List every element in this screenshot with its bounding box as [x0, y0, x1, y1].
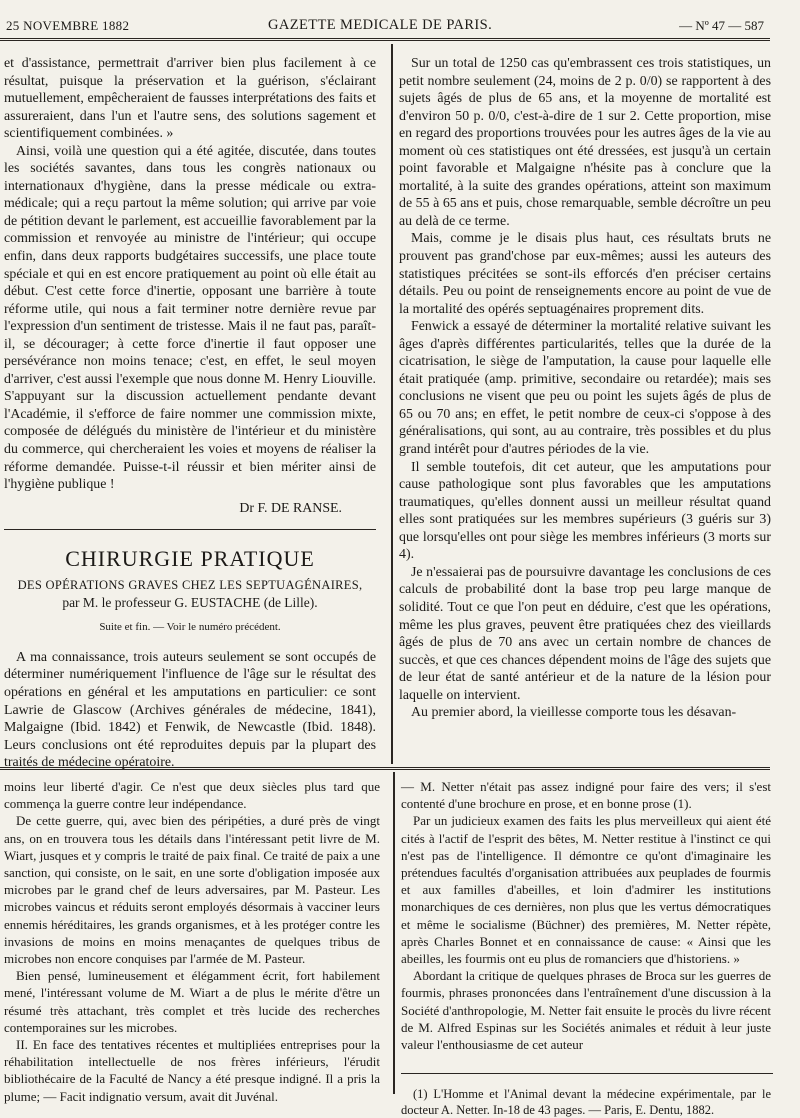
paragraph: Sur un total de 1250 cas qu'embrassent ces trois statistiques, un petit nombre seulement (24, moins de 2 p. 0/0) se rapportent à des sujets âgés de plus de 65 ans, et la moyenne de mortalité est d'environ 50 p. 0/0, c'est-à-dire de 1 sur 2. Cette proportion, mise en regard des proportions trouvées pour les autres âges de la vie au moment où ces statistiques ont été dressées, est jusqu'à un certain point favorable et Malgaigne n'hésite pas à conclure que la mortalité, à la suite des grandes opérations, atteint son maximum de 55 à 65 ans et puis, chose remarquable, semble décroître un peu au delà de ce terme. [399, 56, 771, 229]
section-title: CHIRURGIE PRATIQUE [65, 546, 315, 572]
paragraph: Abordant la critique de quelques phrases de Broca sur les guerres de fourmis, phrases prononcées dans l'entraînement d'une discussion à la Société d'anthropologie, M. Netter fait ensuite le procès du livre récent de M. Alfred Espinas sur les Sociétés animales et réduit à leur juste valeur l'enthousiasme de cet auteur [401, 968, 771, 1053]
column-right-upper [399, 55, 771, 722]
paragraph: II. En face des tentatives récentes et multipliées entreprises pour la réhabilitation intellectuelle de nos frères inférieurs, l'érudit bibliothécaire de la Faculté de Nancy a été presque indigné. Il a pris la plume; — Facit indignatio versum, avait dit Juvénal. [4, 1037, 380, 1104]
paragraph: Fenwick a essayé de déterminer la mortalité relative suivant les âges d'après différentes particularités, telles que la durée de la cicatrisation, le siège de l'amputation, la cause pour laquelle elle était pratiquée (amp. primitive, secondaire ou retardée); mais ses conclusions ne visent que peu ou point les sujets âgés de plus de 65 ou 70 ans; en effet, le petit nombre de ceux-ci s'oppose à des généralisations, qui sont, au au contraire, très possibles et du plus grand intérêt pour d'autres périodes de la vie. [399, 319, 771, 458]
footnote: (1) L'Homme et l'Animal devant la médecine expérimentale, par le docteur A. Netter. In-18 de 43 pages. — Paris, E. Dentu, 1882. [401, 1087, 771, 1118]
article-author: par M. le professeur G. EUSTACHE (de Lille). [62, 594, 318, 610]
paragraph: Par un judicieux examen des faits les plus merveilleux qui aient été cités à l'actif de l'esprit des bêtes, M. Netter restitue à l'instinct ce qui n'est pas de l'intelligence. Il démontre ce qu'ont d'imaginaire les prétendues facultés d'organisation attribuées aux peuplades de fourmis et aux familles d'abeilles, et loin d'admirer les institutions monarchiques de ces dernières, non plus que les vertus démocratiques et même le socialisme (Büchner) des premières, M. Netter répète, après Charles Bonnet et en connaissance de cause: « Ainsi que les abeilles, les fourmis ont eu plus de romanciers que d'historiens. » [401, 813, 771, 967]
issue-date: 25 NOVEMBRE 1882 [6, 18, 130, 33]
column-right-lower [401, 778, 771, 1118]
column-left-lower [4, 778, 380, 1105]
column-divider-lower [393, 772, 395, 1094]
paragraph: Bien pensé, lumineusement et élégamment écrit, fort habilement mené, l'intéressant volume de M. Wiart a de plus le mérite d'être un résumé très attachant, très complet et très lucide des recherches contemporaines sur les microbes. [4, 968, 380, 1035]
paragraph: De cette guerre, qui, avec bien des péripéties, a duré près de vingt ans, on en trouvera tous les détails dans l'intéressant petit livre de M. Wiart, jusques et y compris le traité de paix final. Ce traité de paix a une sanction, qui consiste, on le sait, en une sorte d'obligation imposée aux microbes par le grand chef de leurs adversaires, par M. Pasteur. Les microbes vaincus et réduits seront employés désormais à vacciner leurs ennemis héréditaires, les grands organismes, et à les protéger contre les invasions de moins en moins menaçantes de quelques tribus de microbes non encore conquises par l'armée de M. Pasteur. [4, 813, 380, 967]
paragraph: Ainsi, voilà une question qui a été agitée, discutée, dans toutes les sociétés savantes, dans tous les congrès nationaux ou internationaux d'hygiène, dans la presse médicale ou extra-médicale; qui a reçu partout la même solution; qui arrive par voie de pétition devant le parlement, est accueillie favorablement par la commission et renvoyée au ministre de l'intérieur; qui occupe enfin, dans deux rapports budgétaires successifs, une place toute spéciale et qui en est encore pratiquement au point où elle était au début. C'est cette force d'inertie, opposant une barrière à toute réforme utile, qui nous a fait terminer notre dernière revue par l'expression d'un sentiment de tristesse. Mais il ne faut pas, paraît-il, se décourager; à cette force d'inertie il faut opposer une persévérance non moins tenace; c'est, en effet, le seul moyen d'arriver, c'est aussi l'exemple que nous donne M. Henry Liouville. S'appuyant sur la discussion actuellement pendante devant l'Académie, il s'efforce de faire nommer une commission mixte, composée de délégués du ministère de l'intérieur et du ministère du commerce, qui chercheraient les voies et moyens de réaliser la réforme demandée. Puisse-t-il réussir et bien mériter ainsi de l'hygiène publique ! [4, 143, 376, 493]
paragraph: A ma connaissance, trois auteurs seulement se sont occupés de déterminer numériquement l'influence de l'âge sur le résultat des opérations en général et les amputations en particulier: ce sont Lawrie de Glascow (Archives générales de médecine, 1841), Malgaigne (Ibid. 1842) et Fenwik, de Newcastle (Ibid. 1848). Leurs conclusions ont été reproduites depuis par la plupart des traités de médecine opératoire. [4, 649, 376, 771]
paragraph: moins leur liberté d'agir. Ce n'est que deux siècles plus tard que commença la guerre contre leur indépendance. [4, 779, 380, 812]
paragraph: Mais, comme je le disais plus haut, ces résultats bruts ne prouvent pas grand'chose par eux-mêmes; aussi les auteurs des statistiques précitées se sont-ils efforcés d'en préciser certains détails. Peu ou point de renseignements encore au point de vue de la mortalité des opérés septuagénaires proprement dits. [399, 231, 771, 317]
column-left-upper [4, 55, 376, 772]
continuation-note: Suite et fin. — Voir le numéro précédent. [99, 621, 281, 634]
paragraph: et d'assistance, permettrait d'arriver bien plus facilement à ce résultat, puisque la préservation et la guérison, s'éclairant mutuellement, empêcheraient de fausses interprétations des faits et assureraient, dans l'un et l'autre sens, des solutions sagement et scientifiquement combinées. » [4, 56, 376, 142]
publication-title: GAZETTE MEDICALE DE PARIS. [268, 17, 493, 33]
footnote-rule [401, 1073, 773, 1074]
header-rule [0, 38, 770, 41]
page-header [0, 14, 800, 38]
paragraph: Je n'essaierai pas de poursuivre davantage les conclusions de ces calculs de probabilité dont la base trop peu large manque de solidité. Tout ce que l'on peut en déduire, c'est que les opérations, même les plus graves, peuvent être pratiquées chez des vieillards âgés de plus de 70 ans avec un certain nombre de chances de succès, et que ces chances dépendent moins de l'âge des sujets que de leur état de santé antérieur et de la nature de la lésion pour laquelle on intervient. [399, 564, 771, 703]
article-title: DES OPÉRATIONS GRAVES CHEZ LES SEPTUAGÉNAIRES, [17, 577, 363, 592]
page-number: — Nº 47 — 587 [679, 18, 764, 33]
paragraph: — M. Netter n'était pas assez indigné pour faire des vers; il s'est contenté d'une brochure en prose, et en bonne prose (1). [401, 779, 771, 812]
paragraph: Il semble toutefois, dit cet auteur, que les amputations pour cause pathologique sont plus favorables que les amputations traumatiques, qu'elles donnent aussi un meilleur résultat quand elles sont pratiquées sur les membres supérieurs (3 guéris sur 3) que lorsqu'elles ont pour siège les membres inférieurs (3 morts sur 4). [399, 459, 771, 563]
paragraph: Au premier abord, la vieillesse comporte tous les désavan- [411, 705, 737, 721]
article-end-rule [4, 529, 376, 530]
column-divider-upper [391, 44, 393, 764]
author-signature: Dr F. DE RANSE. [239, 500, 342, 516]
